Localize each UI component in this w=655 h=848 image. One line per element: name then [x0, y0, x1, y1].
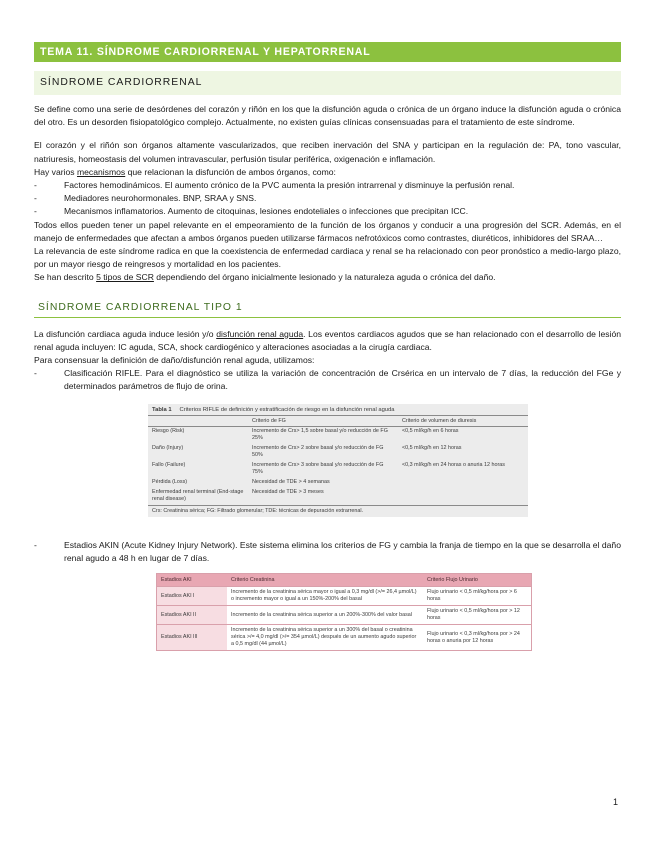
section-heading-tipo1: SÍNDROME CARDIORRENAL TIPO 1 [34, 299, 621, 318]
paragraph-types: Se han descrito 5 tipos de SCR dependiendo del órgano inicialmente lesionado y la naturaleza aguda o crónica del daño. [34, 272, 496, 283]
akin-table [156, 573, 532, 651]
paragraph-tipo1: La disfunción cardiaca aguda induce lesión y/o disfunción renal aguda. Los eventos cardiacos agudos que se han relacionado con el desarrollo de lesión renal aguda incluyen: IC aguda, SCA, shock cardiogénico y alteraciones asociadas a la cirugía cardiaca. [34, 328, 622, 352]
paragraph-organs: El corazón y el riñón son órganos altamente vascularizados, que reciben inervación del SNA y participan en la regulación de: PA, tono vascular, natriuresis, homeostasis del volumen intravascular, perfusión tisular periférica, oxigenación e inflamación. [34, 140, 621, 164]
list-item: - Estadios AKIN (Acute Kidney Injury Network). Este sistema elimina los criterios de FG y cambia la franja de tiempo en la que se desarrolla el daño renal agudo a 48 h en lugar de 7 días. [34, 539, 621, 565]
list-item: - Mecanismos inflamatorios. Aumento de citoquinas, lesiones endoteliales o infecciones que precipitan ICC. [34, 205, 621, 218]
paragraph-definition: Se define como una serie de desórdenes del corazón y riñón en los que la disfunción aguda o crónica de un órgano induce la disfunción aguda o crónica del otro. Es un desorden fisiopatológico complejo. Actualmente, no existen guías clínicas consensuadas para el tratamiento de este síndrome. [34, 104, 621, 128]
paragraph-progression: Todos ellos pueden tener un papel relevante en el empeoramiento de la función de los órganos y conducir a una progresión del SCR. Además, en el manejo de enfermedades que afectan a ambos órganos pueden utilizarse fármacos nefrotóxicos como contrastes, diuréticos, inhibidores del SRAA… [34, 219, 621, 243]
table-header [148, 416, 248, 427]
classification-list-rifle [34, 367, 621, 393]
table-header: Estadios AKI [157, 574, 227, 587]
paragraph-consensus: Para consensuar la definición de daño/disfunción renal aguda, utilizamos: [34, 355, 315, 366]
mechanisms-list [34, 179, 621, 219]
list-item: - Clasificación RIFLE. Para el diagnóstico se utiliza la variación de concentración de Crsérica en un intervalo de 7 días, la reducción del FGe y determinados parámetros de flujo de orina. [34, 367, 621, 393]
paragraph-mechanisms-intro: Hay varios mecanismos que relacionan la disfunción de ambos órganos, como: [34, 166, 336, 177]
table-footnote: Crs: Creatinina sérica; FG: Filtrado glomerular; TDE: técnicas de depuración extrarrenal. [148, 505, 528, 517]
table-row: Estadios AKI I Incremento de la creatinina sérica mayor o igual a 0,3 mg/dl (>/= 26,4 µmol/L) o incremento mayor o igual a un 150%-200% del basal Flujo urinario < 0,5 ml/kg/hora por > 6 horas [157, 587, 531, 606]
table-caption: Tabla 1 Criterios RIFLE de definición y estratificación de riesgo en la disfunción renal aguda [148, 404, 528, 416]
table-header: Criterio Creatinina [227, 574, 423, 587]
table-row: Estadios AKI III Incremento de la creatinina sérica superior a un 300% del basal o creatinina sérica >/= 4,0 mg/dl (>/= 354 µmol/L) después de un aumento agudo superior a 0,5 mg/dl (44 µmol/L) Flujo urinario < 0,3 ml/kg/hora por > 24 horas o anuria por 12 horas [157, 625, 531, 651]
table-row: Fallo (Failure) Incremento de Crs> 3 sobre basal y/o reducción de FG 75% <0,3 ml/kg/h en 24 horas o anuria 12 horas [152, 462, 505, 476]
chapter-title: TEMA 11. SÍNDROME CARDIORRENAL Y HEPATORRENAL [34, 42, 621, 62]
list-item: - Mediadores neurohormonales. BNP, SRAA y SNS. [34, 192, 621, 205]
table-row: Daño (Injury) Incremento de Crs> 2 sobre basal y/o reducción de FG 50% <0,5 ml/kg/h en 12 horas [152, 445, 462, 459]
section-heading-cardiorrenal: SÍNDROME CARDIORRENAL [34, 71, 621, 95]
list-item: - Factores hemodinámicos. El aumento crónico de la PVC aumenta la presión intrarrenal y disminuye la perfusión renal. [34, 179, 621, 192]
classification-list-akin [34, 539, 621, 565]
table-header: Criterio de FG [248, 416, 398, 427]
rifle-table [148, 404, 528, 517]
table-header: Criterio Flujo Urinario [423, 574, 531, 587]
table-row: Riesgo (Risk) Incremento de Crs> 1,5 sobre basal y/o reducción de FG 25% <0,5 ml/kg/h en 6 horas [152, 428, 459, 442]
table-row: Pérdida (Loss) Necesidad de TDE > 4 semanas [152, 479, 330, 486]
page-number: 1 [612, 797, 618, 807]
document-page [34, 42, 621, 651]
table-row: Estadios AKI II Incremento de la creatinina sérica superior a un 200%-300% del valor basal Flujo urinario < 0,5 ml/kg/hora por > 12 horas [157, 606, 531, 625]
paragraph-relevance: La relevancia de este síndrome radica en que la coexistencia de enfermedad cardiaca y renal se ha relacionado con peor pronóstico a medio-largo plazo, por un mayor riesgo de reingresos y mortalidad en los pacientes. [34, 246, 621, 270]
table-header: Criterio de volumen de diuresis [398, 416, 528, 427]
table-row: Enfermedad renal terminal (End-stage renal disease) Necesidad de TDE > 3 meses [152, 489, 324, 503]
